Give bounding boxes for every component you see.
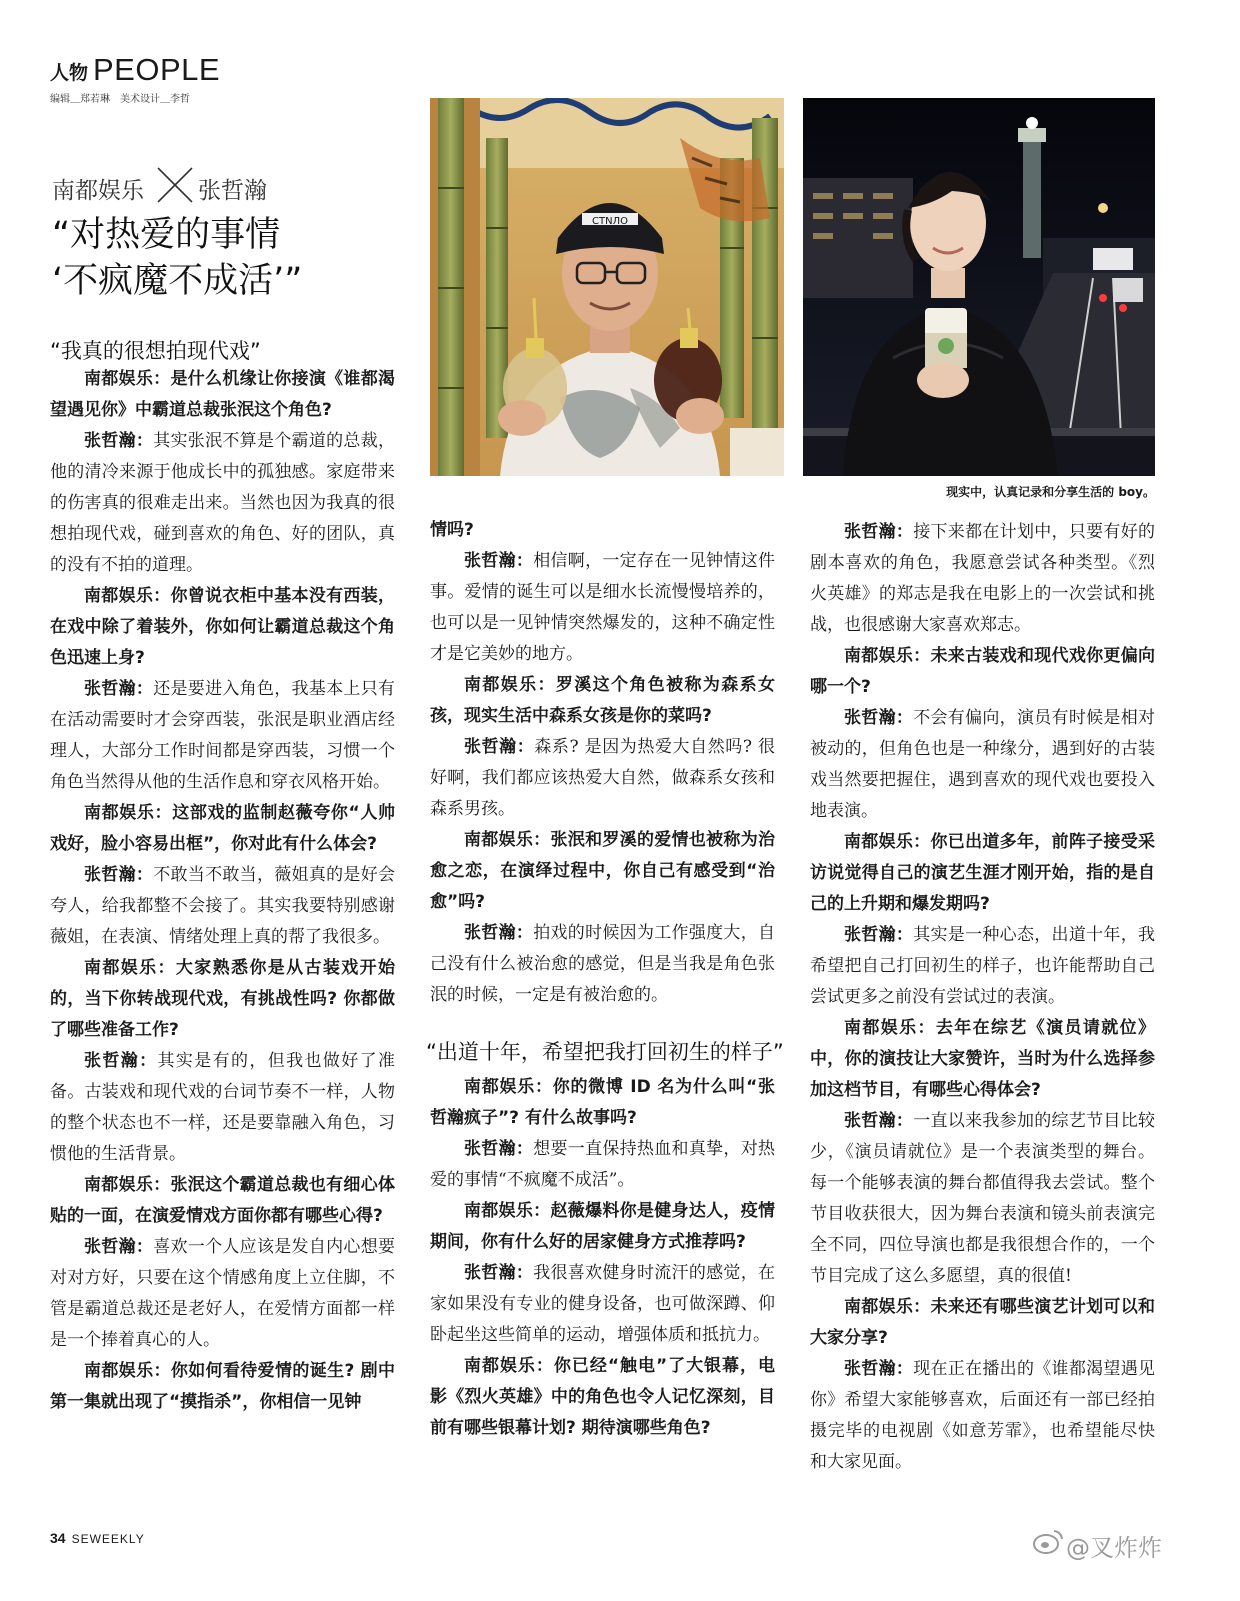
answer: 张哲瀚：一直以来我参加的综艺节目比较少，《演员请就位》是一个表演类型的舞台。每一个能够表演的舞台都值得我去尝试。整个节目收获很大，因为舞台表演和镜头前表演完全不同，四位导演也都是我很想合作的，一个节目完成了这么多愿望，真的很值!: [810, 1111, 1156, 1286]
magazine-name: SEWEEKLY: [71, 1532, 145, 1546]
photo-night-street: [803, 98, 1155, 476]
interviewer-name: 南都娱乐: [52, 178, 144, 204]
photo-night-street-image: [803, 98, 1155, 476]
question: 南都娱乐：大家熟悉你是从古装戏开始的，当下你转战现代戏，有挑战性吗? 你都做了哪些准备工作?: [50, 958, 395, 1040]
subheading-1: “我真的很想拍现代戏”: [50, 339, 261, 363]
question: 南都娱乐：罗溪这个角色被称为森系女孩，现实生活中森系女孩是你的菜吗?: [430, 675, 775, 726]
subheading-2: “出道十年，希望把我打回初生的样子”: [426, 1040, 784, 1064]
answer: 张哲瀚：森系? 是因为热爱大自然吗? 很好啊，我们都应该热爱大自然，做森系女孩和森系男孩。: [430, 737, 775, 819]
answer: 张哲瀚：其实是有的，但我也做好了准备。古装戏和现代戏的台词节奏不一样，人物的整个状态也不一样，还是要靠融入角色，习惯他的生活背景。: [50, 1051, 395, 1164]
answer: 张哲瀚：其实是一种心态，出道十年，我希望把自己打回初生的样子，也许能帮助自己尝试更多之前没有尝试过的表演。: [810, 925, 1156, 1007]
answer: 张哲瀚：接下来都在计划中，只要有好的剧本喜欢的角色，我愿意尝试各种类型。《烈火英雄》的郑志是我在电影上的一次尝试和挑战，也很感谢大家喜欢郑志。: [810, 522, 1156, 635]
headline-line-2: ‘不疯魔不成活’”: [52, 261, 303, 301]
question: 南都娱乐：你已出道多年，前阵子接受采访说觉得自己的演艺生涯才刚开始，指的是自己的上升期和爆发期吗?: [810, 832, 1156, 914]
question: 南都娱乐：张泯和罗溪的爱情也被称为治愈之恋，在演绎过程中，你自己有感受到“治愈”吗?: [430, 830, 776, 912]
svg-text:CTNЛO: CTNЛO: [592, 216, 628, 227]
page-footer: [50, 1530, 145, 1546]
question: 南都娱乐：去年在综艺《演员请就位》中，你的演技让大家赞许，当时为什么选择参加这档节目，有哪些心得体会?: [810, 1018, 1155, 1100]
photo-restaurant-image: [430, 98, 784, 476]
interviewee-name: 张哲瀚: [198, 178, 267, 204]
cross-icon: [156, 166, 194, 204]
credits: 编辑＿郑若琳 美术设计＿李哲: [50, 94, 190, 105]
column-1: [50, 364, 395, 1418]
question-continued: 情吗?: [430, 520, 474, 540]
question: 南都娱乐：你的微博 ID 名为什么叫“张哲瀚疯子”? 有什么故事吗?: [430, 1077, 776, 1128]
answer: 张哲瀚：其实张泯不算是个霸道的总裁，他的清冷来源于他成长中的孤独感。家庭带来的伤害真的很难走出来。当然也因为我真的很想拍现代戏，碰到喜欢的角色、好的团队，真的没有不拍的道理。: [50, 431, 396, 575]
watermark: @叉炸炸: [1066, 1534, 1162, 1562]
question: 南都娱乐：未来古装戏和现代戏你更偏向哪一个?: [810, 646, 1156, 697]
column-2: [426, 515, 784, 1444]
section-label-en: PEOPLE: [93, 52, 221, 87]
photo-caption: 现实中，认真记录和分享生活的 boy。: [946, 485, 1155, 499]
question: 南都娱乐：你曾说衣柜中基本没有西装，在戏中除了着装外，你如何让霸道总裁这个角色迅速上身?: [50, 586, 396, 668]
column-3: [810, 517, 1155, 1478]
question: 南都娱乐：张泯这个霸道总裁也有细心体贴的一面，在演爱情戏方面你都有哪些心得?: [50, 1175, 396, 1226]
answer: 张哲瀚：我很喜欢健身时流汗的感觉，在家如果没有专业的健身设备，也可做深蹲、仰卧起坐这些简单的运动，增强体质和抵抗力。: [430, 1263, 776, 1345]
answer: 张哲瀚：不会有偏向，演员有时候是相对被动的，但角色也是一种缘分，遇到好的古装戏当然要把握住，遇到喜欢的现代戏也要投入地表演。: [810, 708, 1156, 821]
answer: 张哲瀚：拍戏的时候因为工作强度大，自己没有什么被治愈的感觉，但是当我是角色张泯的时候，一定是有被治愈的。: [430, 923, 776, 1005]
answer: 张哲瀚：还是要进入角色，我基本上只有在活动需要时才会穿西装，张泯是职业酒店经理人，大部分工作时间都是穿西装，习惯一个角色当然得从他的生活作息和穿衣风格开始。: [50, 679, 396, 792]
answer: 张哲瀚：不敢当不敢当，薇姐真的是好会夸人，给我都整不会接了。其实我要特别感谢薇姐，在表演、情绪处理上真的帮了我很多。: [50, 865, 396, 947]
page-number: 34: [50, 1530, 66, 1546]
answer: 张哲瀚：现在正在播出的《谁都渴望遇见你》希望大家能够喜欢，后面还有一部已经拍摄完毕的电视剧《如意芳霏》，也希望能尽快和大家见面。: [810, 1359, 1156, 1472]
question: 南都娱乐：这部戏的监制赵薇夸你“人帅戏好，脸小容易出框”，你对此有什么体会?: [50, 803, 395, 854]
question: 南都娱乐：未来还有哪些演艺计划可以和大家分享?: [810, 1297, 1156, 1348]
section-label-cn: 人物: [50, 62, 89, 84]
answer: 张哲瀚：喜欢一个人应该是发自内心想要对对方好，只要在这个情感角度上立住脚，不管是霸道总裁还是老好人，在爱情方面都一样是一个捧着真心的人。: [50, 1237, 396, 1350]
question: 南都娱乐：是什么机缘让你接演《谁都渴望遇见你》中霸道总裁张泯这个角色?: [50, 369, 396, 420]
question: 南都娱乐：赵薇爆料你是健身达人，疫情期间，你有什么好的居家健身方式推荐吗?: [430, 1201, 776, 1252]
headline-line-1: “对热爱的事情: [52, 215, 281, 255]
question: 南都娱乐：你已经“触电”了大银幕，电影《烈火英雄》中的角色也令人记忆深刻，目前有哪些银幕计划? 期待演哪些角色?: [430, 1356, 775, 1438]
weibo-icon: [1032, 1527, 1064, 1555]
answer: 张哲瀚：想要一直保持热血和真挚，对热爱的事情“不疯魔不成活”。: [430, 1139, 776, 1190]
photo-restaurant: [430, 98, 784, 476]
answer: 张哲瀚：相信啊，一定存在一见钟情这件事。爱情的诞生可以是细水长流慢慢培养的，也可以是一见钟情突然爆发的，这种不确定性才是它美妙的地方。: [430, 551, 776, 664]
question: 南都娱乐：你如何看待爱情的诞生? 剧中第一集就出现了“摸指杀”，你相信一见钟: [50, 1361, 396, 1412]
